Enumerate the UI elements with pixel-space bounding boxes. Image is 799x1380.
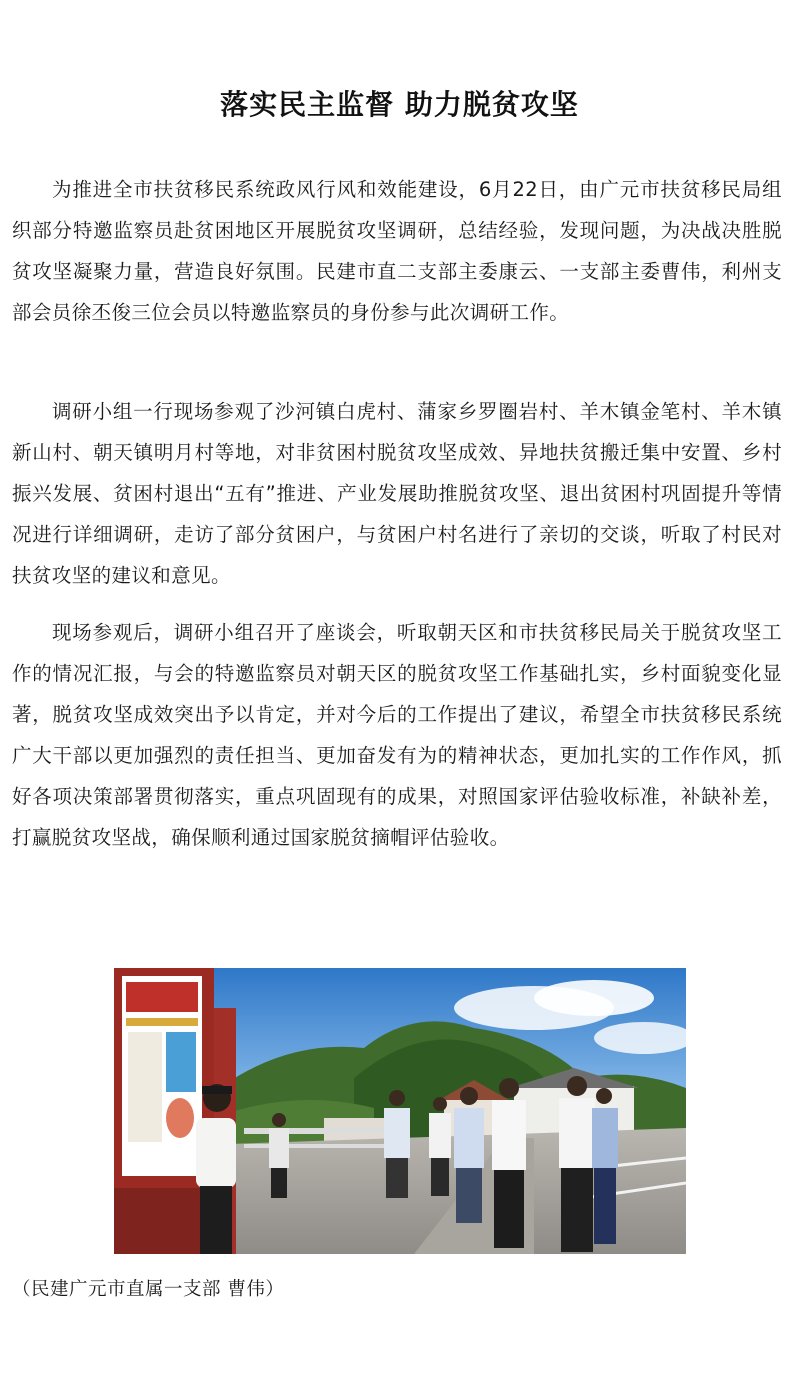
article-title: 落实民主监督 助力脱贫攻坚 [220, 87, 579, 121]
article-paragraph-2: 调研小组一行现场参观了沙河镇白虎村、蒲家乡罗圈岩村、羊木镇金笔村、羊木镇新山村、朝天镇明月村等地，对非贫困村脱贫攻坚成效、异地扶贫搬迁集中安置、乡村振兴发展、贫困村退出“五有”推进、产业发展助推脱贫攻坚、退出贫困村巩固提升等情况进行详细调研，走访了部分贫困户，与贫困户村名进行了亲切的交谈，听取了村民对扶贫攻坚的建议和意见。 [12, 400, 782, 587]
article-paragraph-3: 现场参观后，调研小组召开了座谈会，听取朝天区和市扶贫移民局关于脱贫攻坚工作的情况汇报，与会的特邀监察员对朝天区的脱贫攻坚工作基础扎实，乡村面貌变化显著，脱贫攻坚成效突出予以肯定，并对今后的工作提出了建议，希望全市扶贫移民系统广大干部以更加强烈的责任担当、更加奋发有为的精神状态，更加扎实的工作作风，抓好各项决策部署贯彻落实，重点巩固现有的成果，对照国家评估验收标准，补缺补差，打赢脱贫攻坚战，确保顺利通过国家脱贫摘帽评估验收。 [12, 621, 782, 849]
photo-caption: （民建广元市直属一支部 曹伟） [12, 1279, 285, 1300]
article-paragraph-1: 为推进全市扶贫移民系统政风行风和效能建设，6月22日，由广元市扶贫移民局组织部分特邀监察员赴贫困地区开展脱贫攻坚调研，总结经验，发现问题，为决战决胜脱贫攻坚凝聚力量，营造良好氛围。民建市直二支部主委康云、一支部主委曹伟，利州支部会员徐丕俊三位会员以特邀监察员的身份参与此次调研工作。 [12, 178, 782, 324]
photo-icon [114, 968, 686, 1254]
article-photo [114, 968, 686, 1254]
